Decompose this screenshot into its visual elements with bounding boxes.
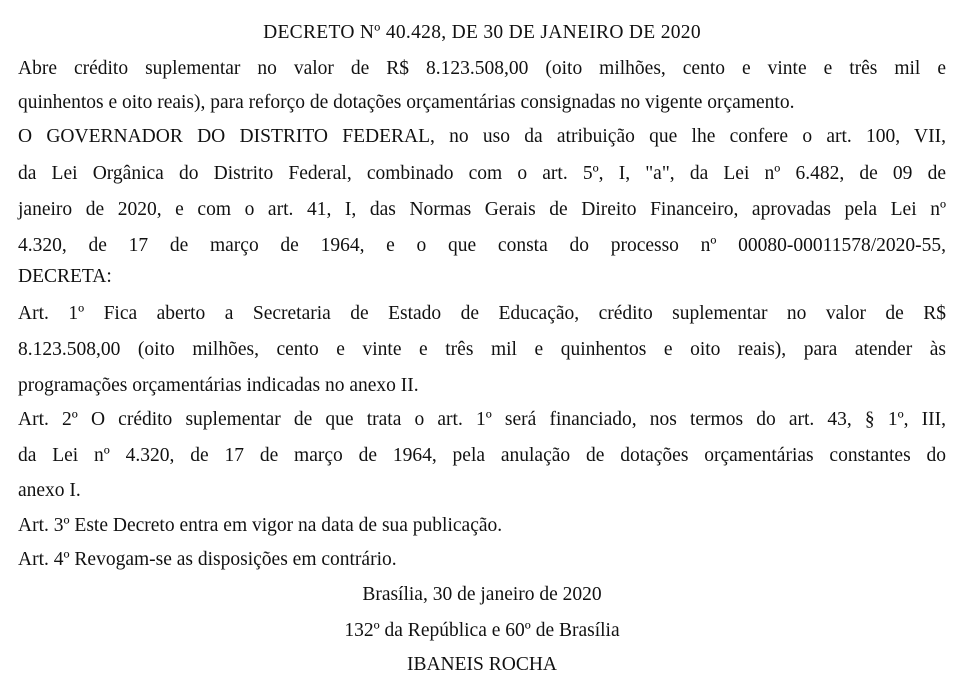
art2-line-2: da Lei nº 4.320, de 17 de março de 1964, pela anulação de dotações orçamentárias constantes do [18, 445, 946, 466]
signatory-name: IBANEIS ROCHA [406, 654, 558, 675]
art1-line-2: 8.123.508,00 (oito milhões, cento e vinte e três mil e quinhentos e oito reais), para atender às [18, 339, 946, 360]
art2-line-1: Art. 2º O crédito suplementar de que trata o art. 1º será financiado, nos termos do art. 43, § 1º, III, [18, 409, 946, 430]
ementa-line-2: quinhentos e oito reais), para reforço de dotações orçamentárias consignadas no vigente orçamento. [18, 92, 795, 113]
art1-line-3: programações orçamentárias indicadas no anexo II. [18, 375, 419, 396]
era-line: 132º da República e 60º de Brasília [344, 620, 620, 641]
art2-line-3: anexo I. [18, 480, 81, 501]
art1-line-1: Art. 1º Fica aberto a Secretaria de Estado de Educação, crédito suplementar no valor de R$ [18, 303, 946, 324]
art4-line: Art. 4º Revogam-se as disposições em contrário. [18, 549, 397, 570]
preamble-line-4: 4.320, de 17 de março de 1964, e o que consta do processo nº 00080-00011578/2020-55, [18, 235, 946, 256]
place-date: Brasília, 30 de janeiro de 2020 [362, 584, 602, 605]
preamble-line-1: O GOVERNADOR DO DISTRITO FEDERAL, no uso da atribuição que lhe confere o art. 100, VII, [18, 126, 946, 147]
decreta-label: DECRETA: [18, 266, 112, 287]
preamble-line-2: da Lei Orgânica do Distrito Federal, combinado com o art. 5º, I, "a", da Lei nº 6.482, de 09 de [18, 163, 946, 184]
preamble-line-3: janeiro de 2020, e com o art. 41, I, das Normas Gerais de Direito Financeiro, aprovadas pela Lei nº [18, 199, 946, 220]
decree-title: DECRETO Nº 40.428, DE 30 DE JANEIRO DE 2020 [263, 22, 701, 43]
ementa-line-1: Abre crédito suplementar no valor de R$ 8.123.508,00 (oito milhões, cento e vinte e três mil e [18, 58, 946, 79]
art3-line: Art. 3º Este Decreto entra em vigor na data de sua publicação. [18, 515, 503, 536]
